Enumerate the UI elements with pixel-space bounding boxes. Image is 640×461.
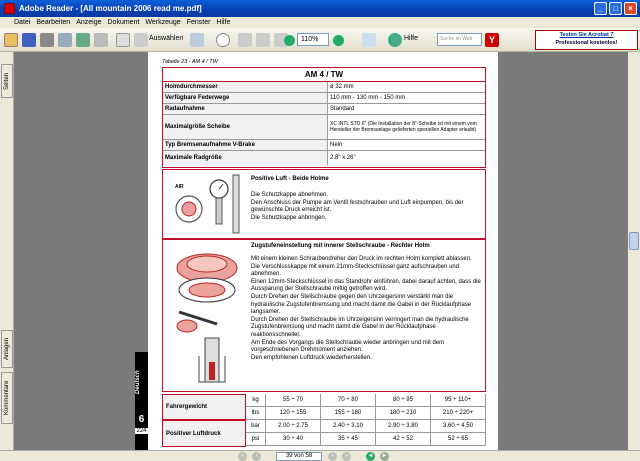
value-cell: 80 ÷ 95 bbox=[376, 394, 431, 406]
status-bar bbox=[0, 450, 640, 461]
title-bar bbox=[0, 0, 640, 17]
prev-page-icon[interactable]: ‹ bbox=[252, 452, 261, 461]
table-row bbox=[246, 433, 486, 446]
menu-hilfe[interactable]: Hilfe bbox=[216, 19, 231, 26]
snapshot-icon[interactable] bbox=[190, 33, 204, 47]
close-button[interactable]: × bbox=[624, 2, 637, 15]
section-body: Mit einem kleinen Schraubendreher den Druck im rechten Holm komplett ablassen. Die Verschlusskappe mit einem 21mm-Steckschlüssel ganz aufschrauben und abnehmen. Einen 12mm-Steckschlüssel in das Standrohr einführen, dabei darauf achten, dass die Aussparung der Stellschraube mittig getroffen wird. Durch Drehen der Stellschraube gegen den Uhrzeigersinn verstärkt man die hydraulische Zugstufenbremsung und macht damit die Gabel in der Rücklaufphase langsamer. Durch Drehen der Stellschraube im Uhrzeigersinn verringert man die hydraulische Zugstufenbremsung und macht damit die Gabel in der Rücklaufphase reaktionsschneller. Am Ende des Vorgangs die Stellschraube wieder anbringen und mit dem vorgeschriebenen Drehmoment anziehen. Den empfohlenen Luftdruck wiederherstellen. bbox=[251, 256, 481, 361]
spec-row bbox=[163, 140, 485, 151]
select-tool-label[interactable]: Auswählen bbox=[149, 35, 184, 42]
pages-icon[interactable] bbox=[94, 33, 108, 47]
section-title: Positive Luft - Beide Holme bbox=[251, 176, 329, 182]
save-icon[interactable] bbox=[22, 33, 36, 47]
air-pump-illustration bbox=[167, 173, 247, 235]
email-icon[interactable] bbox=[58, 33, 72, 47]
value-cell: 2.00 ÷ 2.75 bbox=[266, 420, 321, 432]
tab-attachments[interactable]: Anlagen bbox=[1, 330, 13, 368]
fit-page-icon[interactable] bbox=[256, 33, 270, 47]
value-cell: 2.90 ÷ 3.80 bbox=[376, 420, 431, 432]
value-cell: 42 ÷ 52 bbox=[376, 433, 431, 445]
navigation-panel bbox=[0, 52, 14, 450]
value-cell: 70 ÷ 80 bbox=[321, 394, 376, 406]
web-search-input[interactable]: Suche im Web bbox=[437, 33, 482, 46]
spec-row bbox=[163, 82, 485, 93]
menu-bearbeiten[interactable]: Bearbeiten bbox=[36, 19, 71, 26]
help-icon[interactable] bbox=[388, 33, 402, 47]
spec-value: Standard bbox=[330, 106, 355, 112]
spec-value: XC INTL STD 6" (Die Installation der 8"-Scheibe ist mit einem vom Hersteller der Bremsanlage gelieferten speziellen Adapter erlaubt) bbox=[330, 121, 477, 133]
help-label[interactable]: Hilfe bbox=[404, 35, 419, 42]
air-label: AIR bbox=[175, 184, 184, 190]
menu-bar bbox=[0, 17, 640, 28]
spec-row bbox=[163, 151, 485, 165]
actual-size-icon[interactable] bbox=[238, 33, 252, 47]
maximize-button[interactable]: □ bbox=[609, 2, 622, 15]
zoom-in-icon[interactable] bbox=[333, 35, 344, 46]
adobe-reader-icon bbox=[4, 3, 15, 14]
vertical-scrollbar[interactable] bbox=[628, 52, 640, 450]
first-page-icon[interactable]: « bbox=[238, 452, 247, 461]
spec-table bbox=[162, 67, 486, 168]
value-cell: 52 ÷ 65 bbox=[431, 433, 486, 445]
tab-comments[interactable]: Kommentare bbox=[1, 372, 13, 424]
tab-pages[interactable]: Seiten bbox=[1, 64, 13, 98]
page-number-block bbox=[135, 412, 148, 452]
menu-fenster[interactable]: Fenster bbox=[186, 19, 211, 26]
last-page-icon[interactable]: » bbox=[342, 452, 351, 461]
section-title: Zugstufeneinstellung mit innerer Stellschraube - Rechter Holm bbox=[251, 243, 430, 249]
zoom-input[interactable]: 110% bbox=[297, 33, 329, 46]
zoom-tool-icon[interactable] bbox=[216, 33, 230, 47]
spec-key: Verfügbare Federwege bbox=[163, 93, 328, 103]
unit-cell: kg bbox=[246, 394, 266, 406]
search-icon[interactable] bbox=[76, 33, 90, 47]
page-number-input[interactable]: 39 von 58 bbox=[276, 452, 322, 461]
spec-value: 110 mm - 130 mm - 150 mm bbox=[330, 95, 406, 101]
promo-line-2[interactable]: Professional kostenlos! bbox=[555, 40, 618, 46]
positive-air-section bbox=[162, 169, 486, 239]
fork-cap-illustration bbox=[169, 246, 249, 386]
menu-anzeige[interactable]: Anzeige bbox=[76, 19, 102, 26]
value-cell: 3.60 ÷ 4.50 bbox=[431, 420, 486, 432]
unit-cell: bar bbox=[246, 420, 266, 432]
spec-key: Radaufnahme bbox=[163, 104, 328, 114]
spec-value: Nein bbox=[330, 142, 343, 148]
value-cell: 155 ÷ 180 bbox=[321, 407, 376, 419]
spec-key: Holmdurchmesser bbox=[163, 82, 328, 92]
table-row bbox=[246, 420, 486, 433]
spec-heading: AM 4 / TW bbox=[163, 68, 485, 82]
next-view-icon[interactable]: ► bbox=[381, 453, 388, 459]
value-cell: 95 ÷ 110+ bbox=[431, 394, 486, 406]
spec-row bbox=[163, 104, 485, 115]
spec-key: Maximalgröße Scheibe bbox=[163, 115, 328, 139]
value-cell: 180 ÷ 210 bbox=[376, 407, 431, 419]
section-body: Die Schutzkappe abnehmen. Den Anschluss der Pumpe am Ventil festschrauben und Luft einpumpen, bis der gewünschte Druck erreicht ist. Die Schutzkappe anbringen. bbox=[251, 192, 464, 221]
language-tab: Deutsch bbox=[135, 352, 148, 412]
spec-value: ø 32 mm bbox=[330, 84, 354, 90]
spec-row bbox=[163, 115, 485, 140]
zoom-out-icon[interactable] bbox=[284, 35, 295, 46]
spec-key: Maximale Radgröße bbox=[163, 151, 328, 165]
chapter-number: 6 bbox=[138, 414, 145, 425]
print-icon[interactable] bbox=[40, 33, 54, 47]
spec-key: Typ Bremsenaufnahme V-Brake bbox=[163, 140, 328, 150]
table-caption: Tabelle 23 - AM 4 / TW bbox=[162, 59, 218, 65]
value-cell: 2.40 ÷ 3.10 bbox=[321, 420, 376, 432]
menu-dokument[interactable]: Dokument bbox=[107, 19, 140, 26]
promo-line-1[interactable]: Testen Sie Acrobat 7 bbox=[559, 32, 614, 38]
page-number: 224 bbox=[136, 428, 147, 434]
air-pressure-label: Positiver Luftdruck bbox=[162, 420, 246, 447]
value-cell: 210 ÷ 220+ bbox=[431, 407, 486, 419]
scrollbar-thumb[interactable] bbox=[629, 232, 639, 250]
window-title: Adobe Reader - [All mountain 2006 read me.pdf] bbox=[19, 4, 202, 13]
minimize-button[interactable]: _ bbox=[594, 2, 607, 15]
spec-value: 2.8" x 26" bbox=[330, 155, 356, 161]
menu-datei[interactable]: Datei bbox=[14, 19, 31, 26]
value-cell: 120 ÷ 155 bbox=[266, 407, 321, 419]
yahoo-icon[interactable]: Y bbox=[485, 33, 499, 47]
pdf-page bbox=[135, 52, 498, 450]
table-row bbox=[246, 394, 486, 407]
open-icon[interactable] bbox=[4, 33, 18, 47]
unit-cell: psi bbox=[246, 433, 266, 445]
rotate-icon[interactable] bbox=[362, 33, 376, 47]
value-cell: 55 ÷ 70 bbox=[266, 394, 321, 406]
select-tool-icon[interactable] bbox=[134, 33, 148, 47]
rebound-adjust-section bbox=[162, 239, 486, 392]
value-cell: 30 ÷ 40 bbox=[266, 433, 321, 445]
table-row bbox=[246, 407, 486, 420]
previous-view-icon[interactable]: ◄ bbox=[367, 453, 374, 459]
rider-weight-label: Fahrergewicht bbox=[162, 394, 246, 420]
pressure-table bbox=[162, 394, 486, 447]
acrobat-promo[interactable] bbox=[535, 30, 638, 50]
spec-row bbox=[163, 93, 485, 104]
hand-tool-icon[interactable] bbox=[116, 33, 130, 47]
unit-cell: lbs bbox=[246, 407, 266, 419]
next-page-icon[interactable]: › bbox=[328, 452, 337, 461]
value-cell: 35 ÷ 45 bbox=[321, 433, 376, 445]
menu-werkzeuge[interactable]: Werkzeuge bbox=[145, 19, 181, 26]
